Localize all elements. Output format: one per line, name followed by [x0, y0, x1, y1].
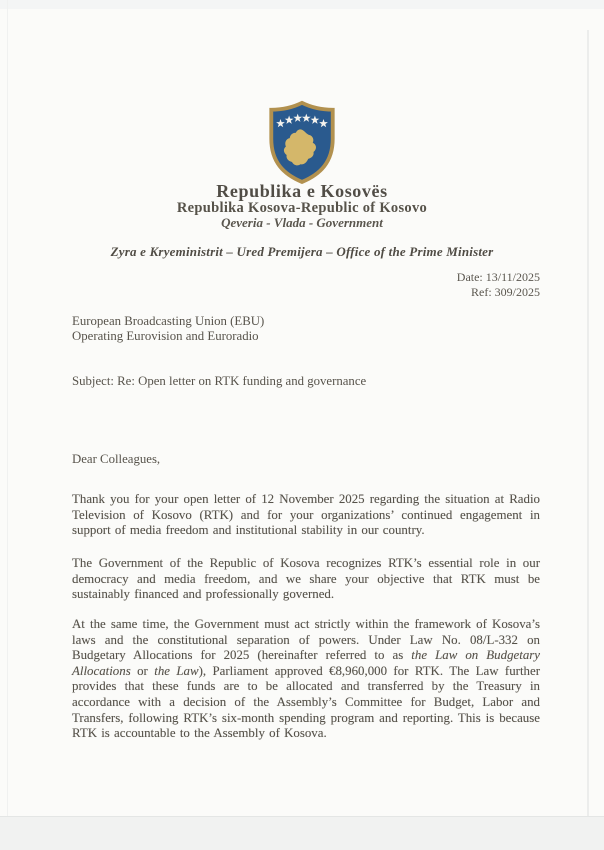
subject-line: Subject: Re: Open letter on RTK funding and governance	[72, 374, 367, 388]
scan-edge-top	[0, 0, 604, 9]
recipient-block	[72, 314, 264, 344]
state-name-albanian: Republika e Kosovës	[216, 181, 388, 201]
letter-ref: Ref: 309/2025	[471, 284, 540, 299]
scan-edge-bottom	[0, 816, 604, 850]
government-line: Qeveria - Vlada - Government	[221, 215, 383, 230]
paragraph3-part3: ), Parliament approved €8,960,000 for RTK. The Law further provides that these funds are to be allocated and transferred by the Treasury in accordance with a decision of the Assembly’s Committee for Budget, Labor and Transfers, following RTK’s six-month spending program and reporting. This is because RTK is accountable to the Assembly of Kosova.	[72, 663, 540, 741]
paragraph3-italic1: the Law on Budgetary Allocations	[72, 648, 540, 678]
salutation: Dear Colleagues,	[72, 452, 161, 466]
letter-meta	[457, 270, 540, 299]
body-paragraph-1: Thank you for your open letter of 12 November 2025 regarding the situation at Radio Television of Kosovo (RTK) and for your organizations’ continued engagement in support of media freedom and institutional stability in our country.	[72, 492, 540, 538]
paragraph3-part1: At the same time, the Government must act strictly within the framework of Kosova’s laws and the constitutional separation of powers. Under Law No. 08/L-332 on Budgetary Allocations for 2025 (hereinafter referred to as	[72, 617, 540, 663]
letter-date: Date: 13/11/2025	[456, 270, 540, 284]
state-name-multilingual: Republika Kosova-Republic of Kosovo	[176, 200, 428, 216]
letterhead-emblem	[0, 99, 604, 190]
recipient-line-2: Operating Eurovision and Euroradio	[72, 329, 259, 344]
paragraph3-part2: or	[130, 663, 155, 678]
office-of-prime-minister-line: Zyra e Kryeministrit – Ured Premijera – Office of the Prime Minister	[110, 244, 494, 259]
body-paragraph-3	[72, 617, 540, 742]
kosovo-coat-of-arms-icon	[262, 99, 342, 185]
body-paragraph-2: The Government of the Republic of Kosova recognizes RTK’s essential role in our democracy and media freedom, and we share your objective that RTK must be sustainably financed and professionally governed.	[72, 556, 540, 602]
recipient-line-1: European Broadcasting Union (EBU)	[72, 314, 265, 328]
paragraph3-italic2: the Law	[154, 663, 199, 678]
